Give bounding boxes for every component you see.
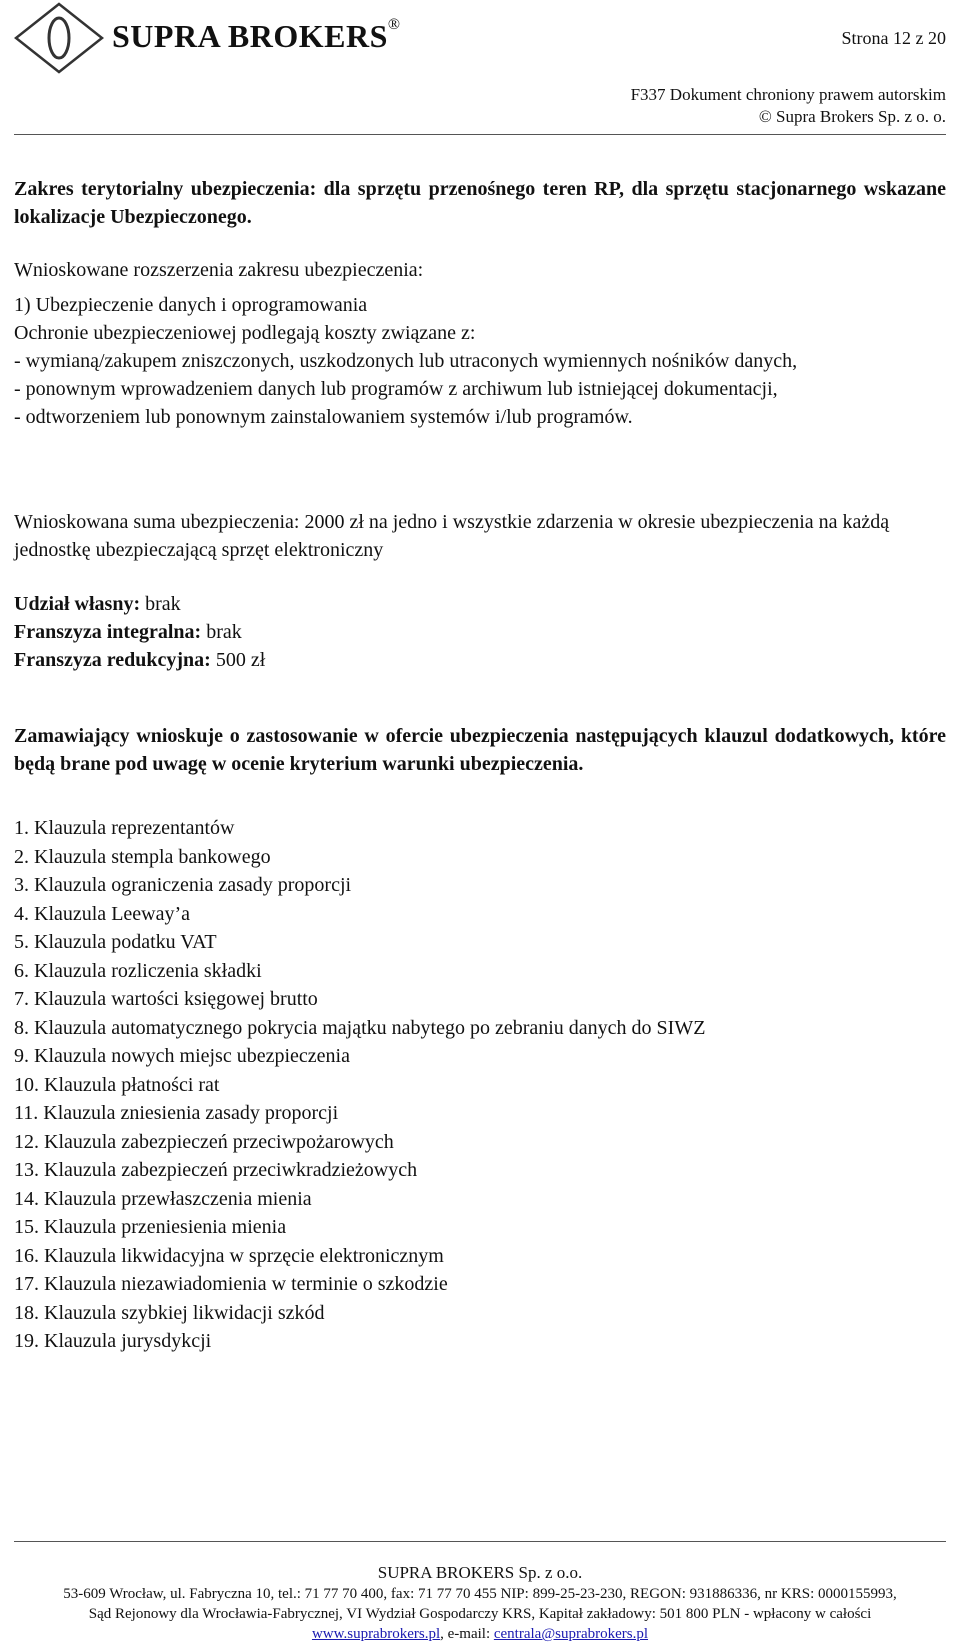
clause-item: 16. Klauzula likwidacyjna w sprzęcie elektronicznym: [14, 1244, 444, 1267]
cost-bullet: - wymianą/zakupem zniszczonych, uszkodzonych lub utraconych wymiennych nośników danych,: [14, 350, 798, 372]
own-share-label: Udział własny:: [14, 593, 141, 615]
franchise-integral-value: brak: [201, 621, 242, 643]
clause-item: 12. Klauzula zabezpieczeń przeciwpożarowych: [14, 1130, 394, 1153]
email-prefix: , e-mail:: [440, 1626, 494, 1642]
page-number: Strona 12 z 20: [841, 28, 946, 48]
deductibles-section: [14, 590, 946, 674]
cost-bullet: - odtworzeniem lub ponownym zainstalowaniem systemów i/lub programów.: [14, 406, 633, 428]
clause-item: 19. Klauzula jurysdykcji: [14, 1330, 212, 1352]
extensions-heading: Wnioskowane rozszerzenia zakresu ubezpieczenia:: [14, 259, 424, 281]
clause-item: 9. Klauzula nowych miejsc ubezpieczenia: [14, 1045, 350, 1067]
clause-item: 4. Klauzula Leeway’a: [14, 902, 191, 925]
clause-item: 17. Klauzula niezawiadomienia w terminie o szkodzie: [14, 1273, 448, 1295]
clause-item: 1. Klauzula reprezentantów: [14, 817, 235, 839]
clauses-list: [14, 814, 946, 1356]
sum-insured-text: Wnioskowana suma ubezpieczenia: 2000 zł na jedno i wszystkie zdarzenia w okresie ubezpieczenia na każdą jednostkę ubezpieczającą sprzęt elektroniczny: [14, 511, 890, 561]
website-link[interactable]: www.suprabrokers.pl: [311, 1626, 441, 1642]
clause-item: 7. Klauzula wartości księgowej brutto: [14, 988, 318, 1010]
email-link[interactable]: centrala@suprabrokers.pl: [493, 1626, 649, 1642]
footer-divider: [14, 1541, 946, 1542]
own-share-row: [14, 590, 946, 618]
footer-registry: Sąd Rejonowy dla Wrocławia-Fabrycznej, VI Wydział Gospodarczy KRS, Kapitał zakładowy: 501 800 PLN - wpłacony w całości: [88, 1606, 872, 1622]
extension-item-1: 1) Ubezpieczenie danych i oprogramowania: [14, 294, 368, 316]
extensions-section: [14, 256, 946, 284]
franchise-reduction-label: Franszyza redukcyjna:: [14, 649, 211, 671]
header-divider: [14, 134, 946, 135]
territory-paragraph: Zakres terytorialny ubezpieczenia: dla sprzętu przenośnego teren RP, dla sprzętu stacjonarnego wskazane lokalizacje Ubezpieczonego.: [14, 178, 946, 228]
data-insurance-section: [14, 291, 946, 431]
document-notice: [631, 84, 946, 128]
franchise-integral-row: [14, 618, 946, 646]
footer-address: 53-609 Wrocław, ul. Fabryczna 10, tel.: 71 77 70 400, fax: 71 77 70 455 NIP: 899-25-23-230, REGON: 931886336, nr KRS: 0000155993,: [63, 1586, 897, 1602]
clause-item: 10. Klauzula płatności rat: [14, 1073, 220, 1096]
franchise-reduction-row: [14, 646, 946, 674]
own-share-value: brak: [140, 593, 181, 615]
franchise-reduction-value: 500 zł: [210, 649, 266, 671]
page-footer: [0, 1562, 960, 1644]
brand-name: SUPRA BROKERS®: [112, 16, 401, 54]
copyright-line: F337 Dokument chroniony prawem autorskim: [630, 85, 946, 104]
clause-item: 18. Klauzula szybkiej likwidacji szkód: [14, 1301, 325, 1324]
clause-item: 6. Klauzula rozliczenia składki: [14, 959, 262, 982]
clauses-intro-paragraph: [14, 722, 946, 778]
footer-contact: [0, 1624, 960, 1644]
clause-item: 11. Klauzula zniesienia zasady proporcji: [14, 1102, 339, 1124]
document-body: [14, 175, 946, 231]
franchise-integral-label: Franszyza integralna:: [14, 621, 202, 643]
clause-item: 3. Klauzula ograniczenia zasady proporcji: [14, 874, 352, 896]
clause-item: 14. Klauzula przewłaszczenia mienia: [14, 1187, 312, 1210]
clause-item: 2. Klauzula stempla bankowego: [14, 845, 271, 868]
cost-bullet: - ponownym wprowadzeniem danych lub programów z archiwum lub istniejącej dokumentacji,: [14, 378, 778, 400]
supra-logo-icon: [14, 2, 110, 74]
clause-item: 13. Klauzula zabezpieczeń przeciwkradzieżowych: [14, 1159, 418, 1181]
footer-company: SUPRA BROKERS Sp. z o.o.: [377, 1563, 583, 1582]
sum-insured-paragraph: [14, 508, 946, 564]
registered-mark: ®: [387, 16, 401, 33]
extension-cost-intro: Ochronie ubezpieczeniowej podlegają koszty związane z:: [14, 322, 476, 344]
clause-item: 15. Klauzula przeniesienia mienia: [14, 1216, 287, 1238]
company-logo: [14, 2, 444, 74]
copyright-owner: © Supra Brokers Sp. z o. o.: [758, 107, 946, 126]
clauses-intro: Zamawiający wnioskuje o zastosowanie w ofercie ubezpieczenia następujących klauzul dodatkowych, które będą brane pod uwagę w ocenie kryterium warunki ubezpieczenia.: [14, 725, 946, 775]
clause-item: 5. Klauzula podatku VAT: [14, 931, 217, 953]
clause-item: 8. Klauzula automatycznego pokrycia majątku nabytego po zebraniu danych do SIWZ: [14, 1016, 706, 1039]
